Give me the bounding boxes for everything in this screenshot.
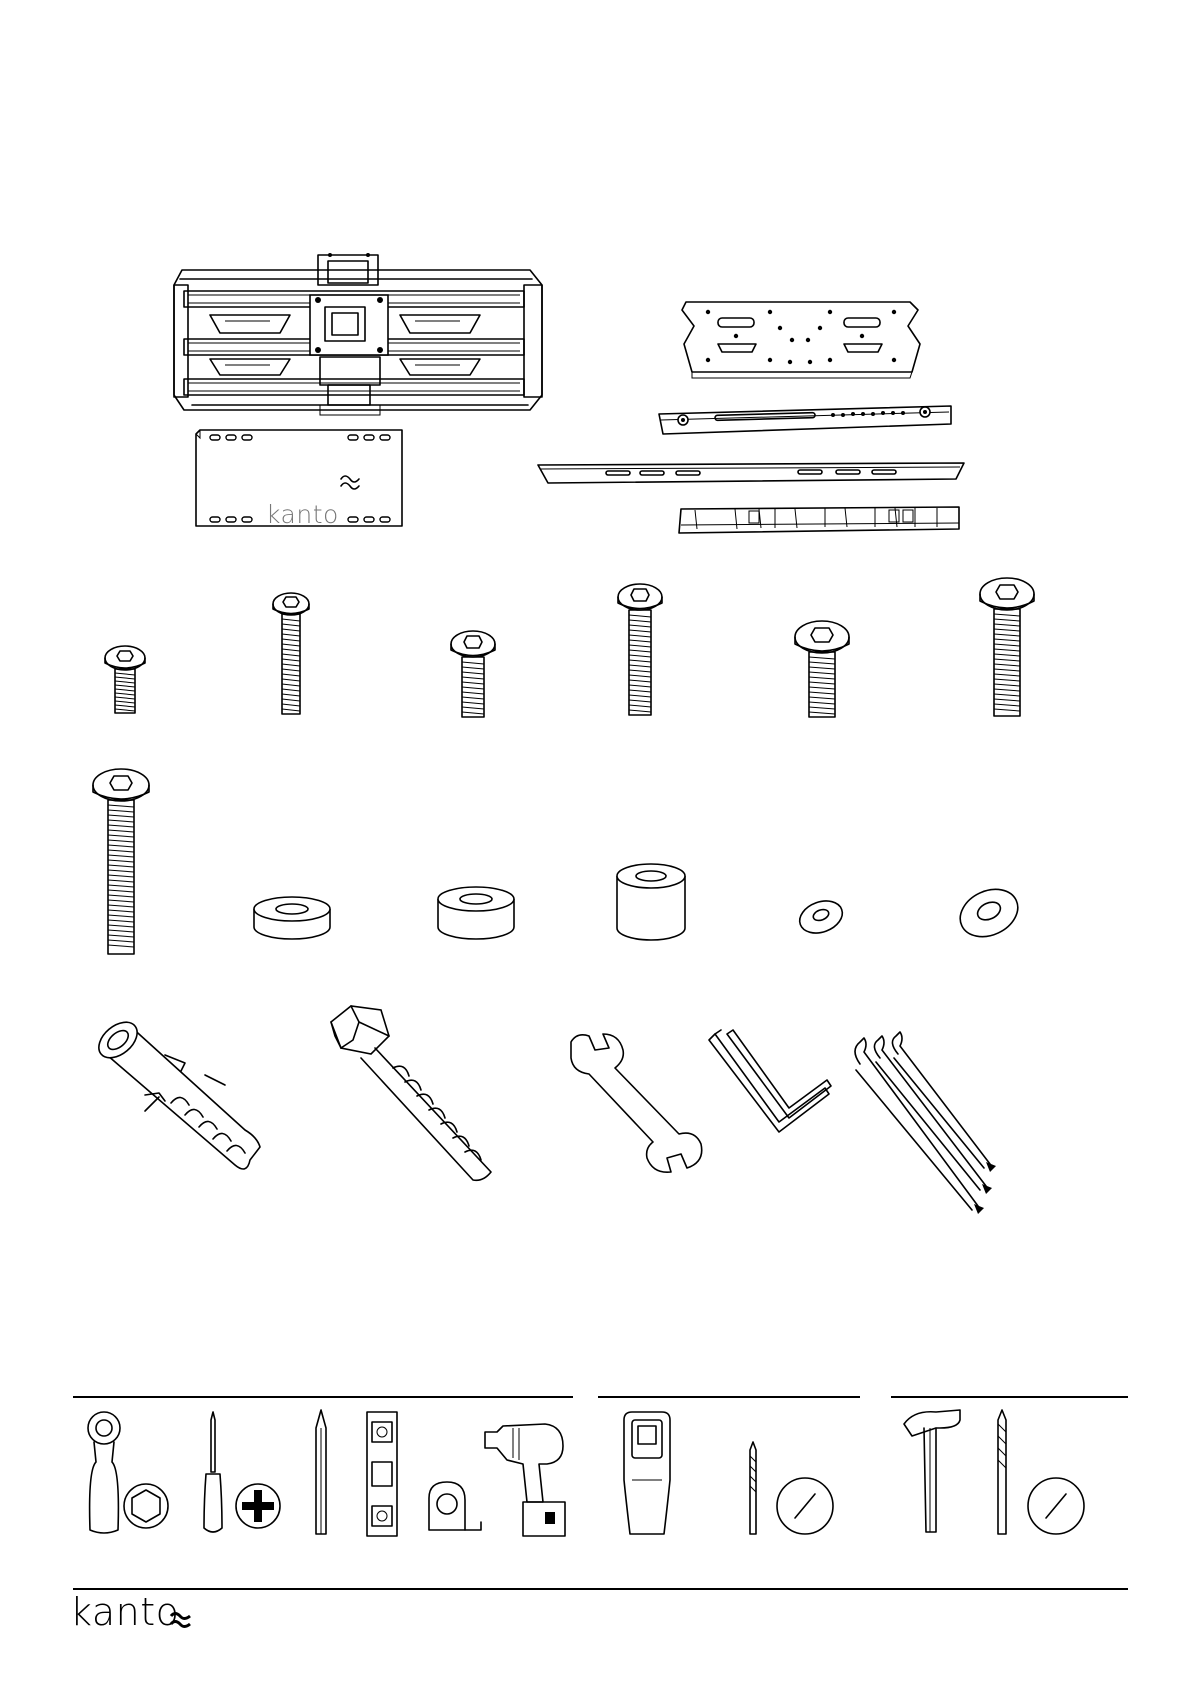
pencil-icon xyxy=(314,1408,328,1538)
open-wrench-icon xyxy=(567,1030,707,1175)
cable-cover-illustration xyxy=(675,505,965,537)
tools-group1-rule xyxy=(73,1396,573,1398)
hex-socket-icon xyxy=(122,1482,170,1530)
long-screw-icon xyxy=(89,768,153,958)
spacer-medium-icon xyxy=(436,885,516,941)
masonry-bit-icon xyxy=(995,1408,1009,1538)
washer-large-icon xyxy=(956,885,1022,941)
screw-5-icon xyxy=(790,620,854,720)
screw-2-icon xyxy=(268,592,314,717)
footer-logo-mark-icon xyxy=(170,1610,192,1630)
spacer-tall-icon xyxy=(615,862,687,942)
screw-1-icon xyxy=(100,645,150,715)
washer-small-icon xyxy=(796,897,846,937)
socket-wrench-icon xyxy=(84,1410,124,1538)
screw-6-icon xyxy=(975,577,1039,719)
drill-size-icon xyxy=(1026,1476,1086,1536)
level-icon xyxy=(365,1410,399,1538)
drill-bit-icon xyxy=(746,1440,760,1538)
power-drill-icon xyxy=(483,1418,571,1538)
screw-3-icon xyxy=(445,630,501,720)
stud-finder-icon xyxy=(622,1410,672,1538)
phillips-screwdriver-icon xyxy=(200,1410,226,1538)
adjuster-bracket-illustration xyxy=(655,400,955,440)
articulating-arm-illustration xyxy=(170,255,550,430)
wall-anchor-icon xyxy=(85,1015,275,1190)
template-card-logo: kanto xyxy=(266,500,339,529)
phillips-head-icon xyxy=(234,1482,282,1530)
screw-4-icon xyxy=(612,583,668,718)
hammer-icon xyxy=(900,1408,966,1538)
tv-plate-illustration xyxy=(680,300,925,380)
tools-group2-rule xyxy=(598,1396,860,1398)
lag-bolt-icon xyxy=(323,1002,503,1192)
hex-keys-icon xyxy=(707,1028,837,1158)
footer-rule xyxy=(73,1588,1128,1590)
tape-measure-icon xyxy=(423,1478,485,1536)
footer-logo: kanto xyxy=(70,1590,180,1634)
spacer-small-icon xyxy=(252,895,332,941)
wall-rail-illustration xyxy=(536,455,966,495)
drill-size-icon xyxy=(775,1476,835,1536)
tools-group3-rule xyxy=(891,1396,1128,1398)
torx-keys-icon xyxy=(850,1036,1000,1211)
